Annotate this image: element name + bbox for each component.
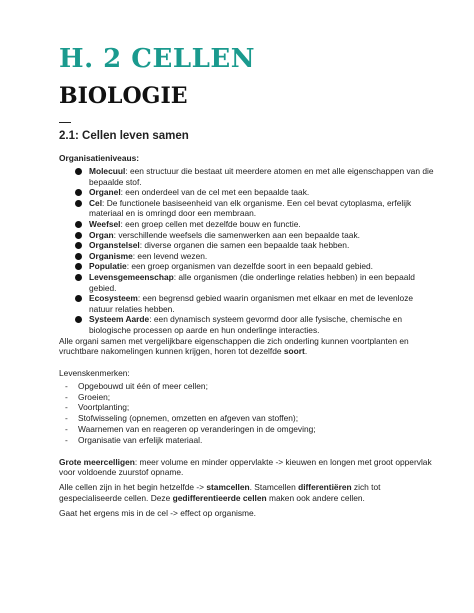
divider xyxy=(59,122,71,123)
paragraph-soort-bold: soort xyxy=(283,346,305,357)
organisatie-desc: : een structuur die bestaat uit meerdere atomen en met alle eigenschappen van die bepaalde stof. xyxy=(89,166,434,187)
organisatie-item xyxy=(75,219,434,230)
organisatie-item xyxy=(75,272,434,293)
bullet-icon xyxy=(75,221,82,228)
organisatie-term: Cel xyxy=(89,197,103,208)
paragraph-stamcellen xyxy=(59,482,434,504)
organisatie-term: Organstelsel xyxy=(89,240,140,251)
paragraph-effect: Gaat het ergens mis in de cel -> effect op organisme. xyxy=(59,507,256,518)
organisatie-item xyxy=(75,251,434,262)
gedifferentieerde-bold: gedifferentieerde cellen xyxy=(172,493,267,504)
levenskenmerk-text: Waarnemen van en reageren op veranderingen in de omgeving; xyxy=(78,424,316,435)
organisatie-desc: : verschillende weefsels die samenwerken aan een bepaalde taak. xyxy=(113,229,360,240)
dash-icon: - xyxy=(65,402,68,413)
levenskenmerk-text: Opgebouwd uit één of meer cellen; xyxy=(78,380,208,391)
levenskenmerk-text: Groeien; xyxy=(78,391,111,402)
bullet-icon xyxy=(75,168,82,175)
organisatie-desc: : een begrensd gebied waarin organismen met elkaar en met de levenloze natuur relaties hebben. xyxy=(89,293,414,314)
organisatie-desc: : een levend wezen. xyxy=(132,250,208,261)
organisatie-desc: : een onderdeel van de cel met een bepaalde taak. xyxy=(120,187,310,198)
paragraph-soort-end: . xyxy=(304,346,308,357)
organisatie-term: Molecuul xyxy=(89,166,126,176)
meercelligen-text: : meer volume en minder oppervlakte -> kieuwen en longen met groot oppervlak voor voldoende zuurstof opname. xyxy=(59,456,432,478)
stamcellen-text-a: Alle cellen zijn in het begin hetzelfde -> xyxy=(59,482,207,493)
organisatie-item xyxy=(75,314,434,335)
bullet-icon xyxy=(75,189,82,196)
levenskenmerk-text: Organisatie van erfelijk materiaal. xyxy=(78,434,203,445)
organisatie-term: Organel xyxy=(89,187,121,198)
organisatie-label: Organisatieniveaus: xyxy=(59,153,140,163)
organisatie-item xyxy=(75,261,434,272)
levenskenmerk-item xyxy=(65,424,434,435)
organisatie-term: Organisme xyxy=(89,250,133,261)
organisatie-term: Systeem Aarde xyxy=(89,314,150,325)
organisatie-desc: : alle organismen (die onderlinge relaties hebben) in een bepaald gebied. xyxy=(89,271,415,293)
bullet-icon xyxy=(75,232,82,239)
levenskenmerk-text: Stofwisseling (opnemen, omzetten en afgeven van stoffen); xyxy=(78,413,299,424)
bullet-icon xyxy=(75,274,82,281)
organisatie-item xyxy=(75,166,434,187)
organisatie-list xyxy=(59,166,434,336)
subject-title: BIOLOGIE xyxy=(59,83,188,109)
organisatie-term: Weefsel xyxy=(89,218,121,229)
organisatie-term: Ecosysteem xyxy=(89,293,138,304)
levenskenmerk-item xyxy=(65,381,434,392)
organisatie-desc: : diverse organen die samen een bepaalde taak hebben. xyxy=(139,240,350,251)
bullet-icon xyxy=(75,295,82,302)
organisatie-item xyxy=(75,240,434,251)
dash-icon: - xyxy=(65,424,68,435)
levenskenmerk-item xyxy=(65,435,434,446)
organisatie-desc: : een dynamisch systeem gevormd door alle fysische, chemische en biologische processen op aarde en hun onderlinge interacties. xyxy=(89,314,402,335)
organisatie-term: Organ xyxy=(89,229,114,240)
bullet-icon xyxy=(75,263,82,270)
levenskenmerk-item xyxy=(65,413,434,424)
dash-icon: - xyxy=(65,413,68,424)
paragraph-soort-text: Alle organi samen met vergelijkbare eigenschappen die zich onderling kunnen voortplanten en vruchtbare nakomelingen kunnen krijgen, horen tot dezelfde xyxy=(59,335,409,357)
stamcellen-text-c: . Stamcellen xyxy=(249,482,299,493)
paragraph-meercelligen xyxy=(59,457,434,479)
levenskenmerk-item xyxy=(65,402,434,413)
organisatie-item xyxy=(75,230,434,241)
stamcellen-text-e: maken ook andere cellen. xyxy=(266,493,365,504)
organisatie-item xyxy=(75,198,434,219)
dash-icon: - xyxy=(65,434,68,445)
differentieren-bold: differentiëren xyxy=(298,482,352,493)
section-heading: 2.1: Cellen leven samen xyxy=(59,130,189,142)
meercelligen-bold: Grote meercelligen xyxy=(59,456,135,467)
levenskenmerk-item xyxy=(65,392,434,403)
dash-icon: - xyxy=(65,380,68,391)
bullet-icon xyxy=(75,253,82,260)
chapter-title: H. 2 CELLEN xyxy=(59,44,255,74)
bullet-icon xyxy=(75,200,82,207)
organisatie-term: Levensgemeenschap xyxy=(89,271,174,282)
organisatie-term: Populatie xyxy=(89,261,127,272)
levenskenmerk-text: Voortplanting; xyxy=(78,402,130,413)
bullet-icon xyxy=(75,316,82,323)
dash-icon: - xyxy=(65,391,68,402)
bullet-icon xyxy=(75,242,82,249)
paragraph-soort xyxy=(59,336,434,358)
organisatie-item xyxy=(75,293,434,314)
stamcellen-bold: stamcellen xyxy=(206,482,250,493)
stamcellen-text-d: zich tot gespecialiseerde cellen. Deze xyxy=(59,482,381,504)
organisatie-desc: : een groep organismen van dezelfde soort in een bepaald gebied. xyxy=(126,261,374,272)
levenskenmerken-label: Levenskenmerken: xyxy=(59,368,130,379)
organisatie-desc: : een groep cellen met dezelfde bouw en functie. xyxy=(120,218,301,229)
organisatie-desc: : De functionele basiseenheid van elk organisme. Een cel bevat cytoplasma, erfelijk materiaal en is omringd door een membraan. xyxy=(89,197,412,219)
levenskenmerken-list xyxy=(59,381,434,446)
organisatie-item xyxy=(75,187,434,198)
